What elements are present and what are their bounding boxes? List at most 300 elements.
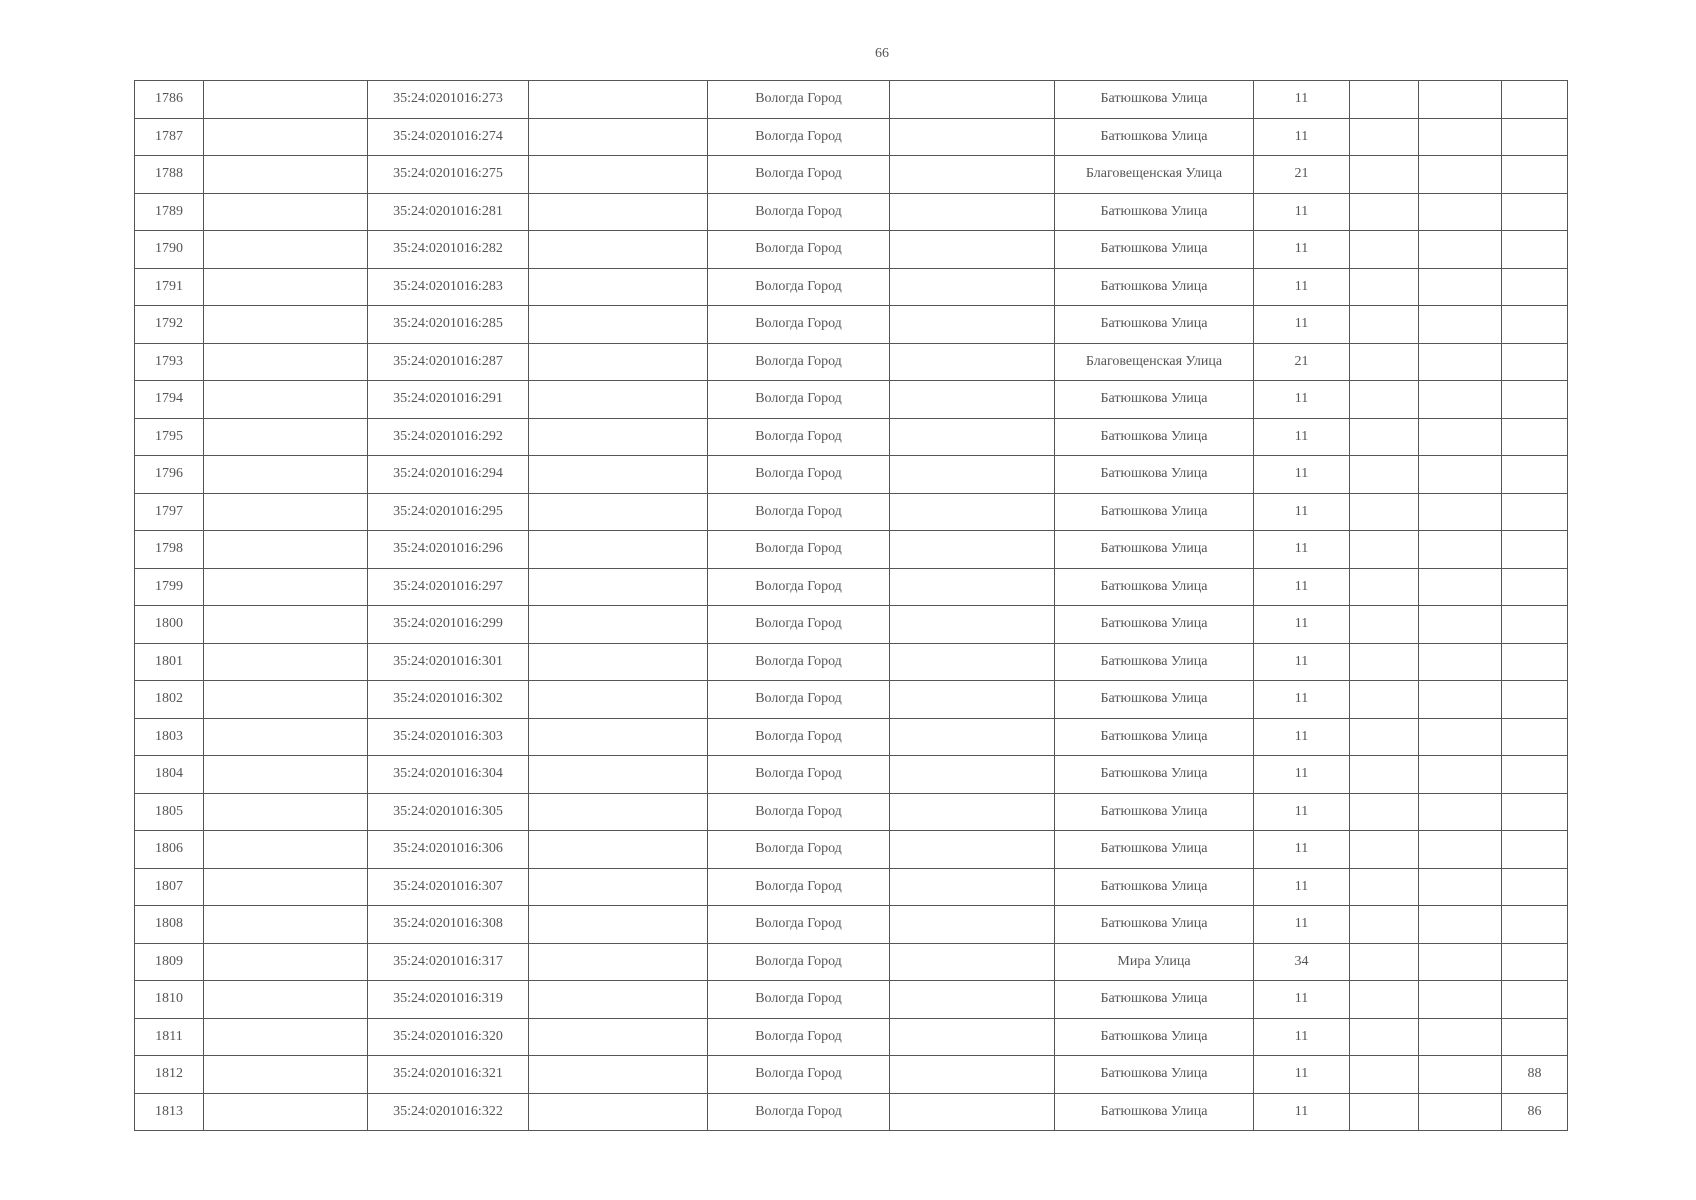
empty-cell [1419,118,1502,156]
cadastral-number-cell: 35:24:0201016:287 [368,343,529,381]
street-cell: Батюшкова Улица [1055,606,1254,644]
empty-cell [1350,231,1419,269]
city-cell: Вологда Город [708,268,890,306]
empty-cell [204,606,368,644]
cadastral-number-cell: 35:24:0201016:302 [368,681,529,719]
row-number-cell: 1795 [135,418,204,456]
empty-cell [890,793,1055,831]
empty-cell [890,681,1055,719]
house-number-cell: 11 [1254,906,1350,944]
empty-cell [1419,868,1502,906]
street-cell: Батюшкова Улица [1055,268,1254,306]
row-number-cell: 1789 [135,193,204,231]
cadastral-number-cell: 35:24:0201016:321 [368,1056,529,1094]
empty-cell [529,756,708,794]
table-row [135,456,1568,494]
cadastral-number-cell: 35:24:0201016:305 [368,793,529,831]
cadastral-number-cell: 35:24:0201016:304 [368,756,529,794]
table-row [135,831,1568,869]
empty-cell [890,493,1055,531]
value-cell [1502,381,1568,419]
empty-cell [529,681,708,719]
empty-cell [890,606,1055,644]
cadastral-number-cell: 35:24:0201016:296 [368,531,529,569]
street-cell: Батюшкова Улица [1055,831,1254,869]
cadastral-number-cell: 35:24:0201016:275 [368,156,529,194]
table-row [135,81,1568,119]
street-cell: Батюшкова Улица [1055,718,1254,756]
house-number-cell: 11 [1254,1018,1350,1056]
house-number-cell: 21 [1254,343,1350,381]
cadastral-number-cell: 35:24:0201016:282 [368,231,529,269]
cadastral-number-cell: 35:24:0201016:303 [368,718,529,756]
table-row [135,1018,1568,1056]
value-cell [1502,1018,1568,1056]
table-row [135,531,1568,569]
empty-cell [890,306,1055,344]
empty-cell [1350,981,1419,1019]
empty-cell [529,343,708,381]
house-number-cell: 11 [1254,868,1350,906]
value-cell [1502,118,1568,156]
cadastral-number-cell: 35:24:0201016:308 [368,906,529,944]
empty-cell [890,906,1055,944]
street-cell: Благовещенская Улица [1055,343,1254,381]
street-cell: Батюшкова Улица [1055,1093,1254,1131]
empty-cell [204,531,368,569]
row-number-cell: 1810 [135,981,204,1019]
empty-cell [204,793,368,831]
empty-cell [204,1093,368,1131]
empty-cell [1350,793,1419,831]
house-number-cell: 11 [1254,606,1350,644]
row-number-cell: 1800 [135,606,204,644]
street-cell: Батюшкова Улица [1055,306,1254,344]
table-row [135,343,1568,381]
row-number-cell: 1786 [135,81,204,119]
empty-cell [204,156,368,194]
empty-cell [890,868,1055,906]
row-number-cell: 1791 [135,268,204,306]
empty-cell [529,606,708,644]
value-cell [1502,193,1568,231]
empty-cell [890,456,1055,494]
row-number-cell: 1803 [135,718,204,756]
table-row [135,493,1568,531]
house-number-cell: 11 [1254,118,1350,156]
row-number-cell: 1788 [135,156,204,194]
registry-body [135,81,1568,1131]
empty-cell [204,943,368,981]
city-cell: Вологда Город [708,231,890,269]
row-number-cell: 1811 [135,1018,204,1056]
empty-cell [204,418,368,456]
street-cell: Батюшкова Улица [1055,231,1254,269]
house-number-cell: 11 [1254,193,1350,231]
row-number-cell: 1792 [135,306,204,344]
cadastral-number-cell: 35:24:0201016:295 [368,493,529,531]
street-cell: Батюшкова Улица [1055,906,1254,944]
empty-cell [529,156,708,194]
house-number-cell: 11 [1254,643,1350,681]
table-row [135,268,1568,306]
house-number-cell: 11 [1254,756,1350,794]
street-cell: Батюшкова Улица [1055,681,1254,719]
empty-cell [1419,81,1502,119]
row-number-cell: 1794 [135,381,204,419]
empty-cell [1419,718,1502,756]
empty-cell [1350,943,1419,981]
cadastral-number-cell: 35:24:0201016:297 [368,568,529,606]
city-cell: Вологда Город [708,493,890,531]
empty-cell [890,981,1055,1019]
empty-cell [204,1018,368,1056]
table-row [135,606,1568,644]
value-cell [1502,343,1568,381]
table-row [135,943,1568,981]
empty-cell [1350,381,1419,419]
house-number-cell: 11 [1254,81,1350,119]
row-number-cell: 1807 [135,868,204,906]
city-cell: Вологда Город [708,756,890,794]
empty-cell [890,831,1055,869]
empty-cell [204,643,368,681]
value-cell [1502,606,1568,644]
row-number-cell: 1804 [135,756,204,794]
empty-cell [529,231,708,269]
cadastral-number-cell: 35:24:0201016:274 [368,118,529,156]
city-cell: Вологда Город [708,343,890,381]
empty-cell [890,118,1055,156]
row-number-cell: 1806 [135,831,204,869]
empty-cell [529,718,708,756]
empty-cell [1350,493,1419,531]
value-cell [1502,943,1568,981]
city-cell: Вологда Город [708,868,890,906]
city-cell: Вологда Город [708,418,890,456]
empty-cell [1350,81,1419,119]
street-cell: Батюшкова Улица [1055,643,1254,681]
empty-cell [1419,193,1502,231]
cadastral-number-cell: 35:24:0201016:291 [368,381,529,419]
empty-cell [1350,906,1419,944]
empty-cell [890,343,1055,381]
empty-cell [890,531,1055,569]
empty-cell [1350,643,1419,681]
row-number-cell: 1798 [135,531,204,569]
house-number-cell: 11 [1254,268,1350,306]
empty-cell [1419,156,1502,194]
empty-cell [1350,1093,1419,1131]
empty-cell [1419,418,1502,456]
street-cell: Батюшкова Улица [1055,1018,1254,1056]
empty-cell [1350,681,1419,719]
empty-cell [529,418,708,456]
empty-cell [890,756,1055,794]
house-number-cell: 11 [1254,1093,1350,1131]
value-cell [1502,681,1568,719]
empty-cell [1350,718,1419,756]
empty-cell [1350,531,1419,569]
house-number-cell: 11 [1254,718,1350,756]
empty-cell [529,381,708,419]
empty-cell [1419,681,1502,719]
empty-cell [1419,1018,1502,1056]
street-cell: Батюшкова Улица [1055,81,1254,119]
cadastral-number-cell: 35:24:0201016:294 [368,456,529,494]
city-cell: Вологда Город [708,81,890,119]
cadastral-number-cell: 35:24:0201016:301 [368,643,529,681]
value-cell [1502,831,1568,869]
empty-cell [1419,1056,1502,1094]
city-cell: Вологда Город [708,831,890,869]
cadastral-number-cell: 35:24:0201016:319 [368,981,529,1019]
city-cell: Вологда Город [708,1093,890,1131]
empty-cell [1419,531,1502,569]
city-cell: Вологда Город [708,1056,890,1094]
empty-cell [1419,606,1502,644]
value-cell: 88 [1502,1056,1568,1094]
empty-cell [1350,193,1419,231]
empty-cell [529,1093,708,1131]
table-row [135,418,1568,456]
cadastral-number-cell: 35:24:0201016:281 [368,193,529,231]
empty-cell [529,568,708,606]
value-cell [1502,981,1568,1019]
row-number-cell: 1805 [135,793,204,831]
empty-cell [1350,868,1419,906]
house-number-cell: 34 [1254,943,1350,981]
street-cell: Батюшкова Улица [1055,531,1254,569]
empty-cell [529,1018,708,1056]
city-cell: Вологда Город [708,906,890,944]
city-cell: Вологда Город [708,381,890,419]
empty-cell [1350,306,1419,344]
table-row [135,306,1568,344]
empty-cell [1419,343,1502,381]
street-cell: Батюшкова Улица [1055,868,1254,906]
empty-cell [204,193,368,231]
house-number-cell: 11 [1254,793,1350,831]
empty-cell [529,868,708,906]
row-number-cell: 1812 [135,1056,204,1094]
empty-cell [890,1018,1055,1056]
city-cell: Вологда Город [708,568,890,606]
empty-cell [1350,343,1419,381]
value-cell [1502,643,1568,681]
house-number-cell: 11 [1254,531,1350,569]
city-cell: Вологда Город [708,118,890,156]
cadastral-number-cell: 35:24:0201016:299 [368,606,529,644]
empty-cell [529,118,708,156]
city-cell: Вологда Город [708,793,890,831]
house-number-cell: 21 [1254,156,1350,194]
empty-cell [890,268,1055,306]
city-cell: Вологда Город [708,681,890,719]
empty-cell [204,1056,368,1094]
house-number-cell: 11 [1254,981,1350,1019]
empty-cell [204,268,368,306]
table-row [135,1056,1568,1094]
empty-cell [204,343,368,381]
empty-cell [204,831,368,869]
street-cell: Батюшкова Улица [1055,568,1254,606]
empty-cell [890,81,1055,119]
street-cell: Батюшкова Улица [1055,1056,1254,1094]
empty-cell [890,943,1055,981]
empty-cell [529,493,708,531]
empty-cell [204,681,368,719]
table-row [135,981,1568,1019]
table-row [135,906,1568,944]
cadastral-number-cell: 35:24:0201016:317 [368,943,529,981]
house-number-cell: 11 [1254,681,1350,719]
value-cell: 86 [1502,1093,1568,1131]
empty-cell [890,193,1055,231]
empty-cell [204,493,368,531]
table-row [135,193,1568,231]
row-number-cell: 1790 [135,231,204,269]
empty-cell [1350,268,1419,306]
empty-cell [1350,831,1419,869]
house-number-cell: 11 [1254,418,1350,456]
cadastral-number-cell: 35:24:0201016:285 [368,306,529,344]
empty-cell [1350,1056,1419,1094]
table-row [135,1093,1568,1131]
street-cell: Батюшкова Улица [1055,456,1254,494]
empty-cell [1350,1018,1419,1056]
street-cell: Батюшкова Улица [1055,193,1254,231]
value-cell [1502,306,1568,344]
value-cell [1502,718,1568,756]
empty-cell [1419,943,1502,981]
empty-cell [204,981,368,1019]
empty-cell [529,456,708,494]
page-number: 66 [875,46,889,61]
empty-cell [890,643,1055,681]
empty-cell [1419,493,1502,531]
empty-cell [890,568,1055,606]
table-row [135,381,1568,419]
city-cell: Вологда Город [708,193,890,231]
row-number-cell: 1808 [135,906,204,944]
street-cell: Батюшкова Улица [1055,381,1254,419]
table-row [135,793,1568,831]
empty-cell [529,306,708,344]
value-cell [1502,81,1568,119]
city-cell: Вологда Город [708,456,890,494]
house-number-cell: 11 [1254,231,1350,269]
city-cell: Вологда Город [708,981,890,1019]
value-cell [1502,756,1568,794]
city-cell: Вологда Город [708,606,890,644]
table-row [135,118,1568,156]
empty-cell [529,643,708,681]
empty-cell [1419,231,1502,269]
empty-cell [529,81,708,119]
empty-cell [204,906,368,944]
empty-cell [204,868,368,906]
empty-cell [529,268,708,306]
table-row [135,231,1568,269]
empty-cell [1350,756,1419,794]
value-cell [1502,231,1568,269]
cadastral-number-cell: 35:24:0201016:322 [368,1093,529,1131]
value-cell [1502,268,1568,306]
empty-cell [890,231,1055,269]
cadastral-number-cell: 35:24:0201016:306 [368,831,529,869]
empty-cell [1419,906,1502,944]
house-number-cell: 11 [1254,306,1350,344]
row-number-cell: 1793 [135,343,204,381]
house-number-cell: 11 [1254,493,1350,531]
empty-cell [529,831,708,869]
row-number-cell: 1801 [135,643,204,681]
empty-cell [1419,793,1502,831]
empty-cell [890,418,1055,456]
empty-cell [1419,1093,1502,1131]
cadastral-number-cell: 35:24:0201016:283 [368,268,529,306]
city-cell: Вологда Город [708,306,890,344]
empty-cell [1419,756,1502,794]
cadastral-number-cell: 35:24:0201016:307 [368,868,529,906]
city-cell: Вологда Город [708,531,890,569]
city-cell: Вологда Город [708,1018,890,1056]
row-number-cell: 1802 [135,681,204,719]
table-row [135,868,1568,906]
city-cell: Вологда Город [708,156,890,194]
value-cell [1502,568,1568,606]
empty-cell [890,1093,1055,1131]
table-row [135,568,1568,606]
street-cell: Батюшкова Улица [1055,756,1254,794]
row-number-cell: 1796 [135,456,204,494]
empty-cell [204,118,368,156]
empty-cell [890,156,1055,194]
table-row [135,681,1568,719]
empty-cell [204,456,368,494]
street-cell: Благовещенская Улица [1055,156,1254,194]
city-cell: Вологда Город [708,718,890,756]
street-cell: Батюшкова Улица [1055,981,1254,1019]
table-row [135,756,1568,794]
table-row [135,643,1568,681]
row-number-cell: 1813 [135,1093,204,1131]
empty-cell [1419,568,1502,606]
value-cell [1502,906,1568,944]
empty-cell [1419,831,1502,869]
row-number-cell: 1797 [135,493,204,531]
row-number-cell: 1799 [135,568,204,606]
empty-cell [1419,456,1502,494]
empty-cell [529,981,708,1019]
street-cell: Мира Улица [1055,943,1254,981]
value-cell [1502,531,1568,569]
street-cell: Батюшкова Улица [1055,793,1254,831]
value-cell [1502,456,1568,494]
empty-cell [204,231,368,269]
empty-cell [1419,643,1502,681]
value-cell [1502,493,1568,531]
empty-cell [1419,306,1502,344]
cadastral-number-cell: 35:24:0201016:292 [368,418,529,456]
empty-cell [529,1056,708,1094]
cadastral-number-cell: 35:24:0201016:320 [368,1018,529,1056]
house-number-cell: 11 [1254,831,1350,869]
empty-cell [529,193,708,231]
registry-table [134,80,1568,1131]
empty-cell [204,306,368,344]
